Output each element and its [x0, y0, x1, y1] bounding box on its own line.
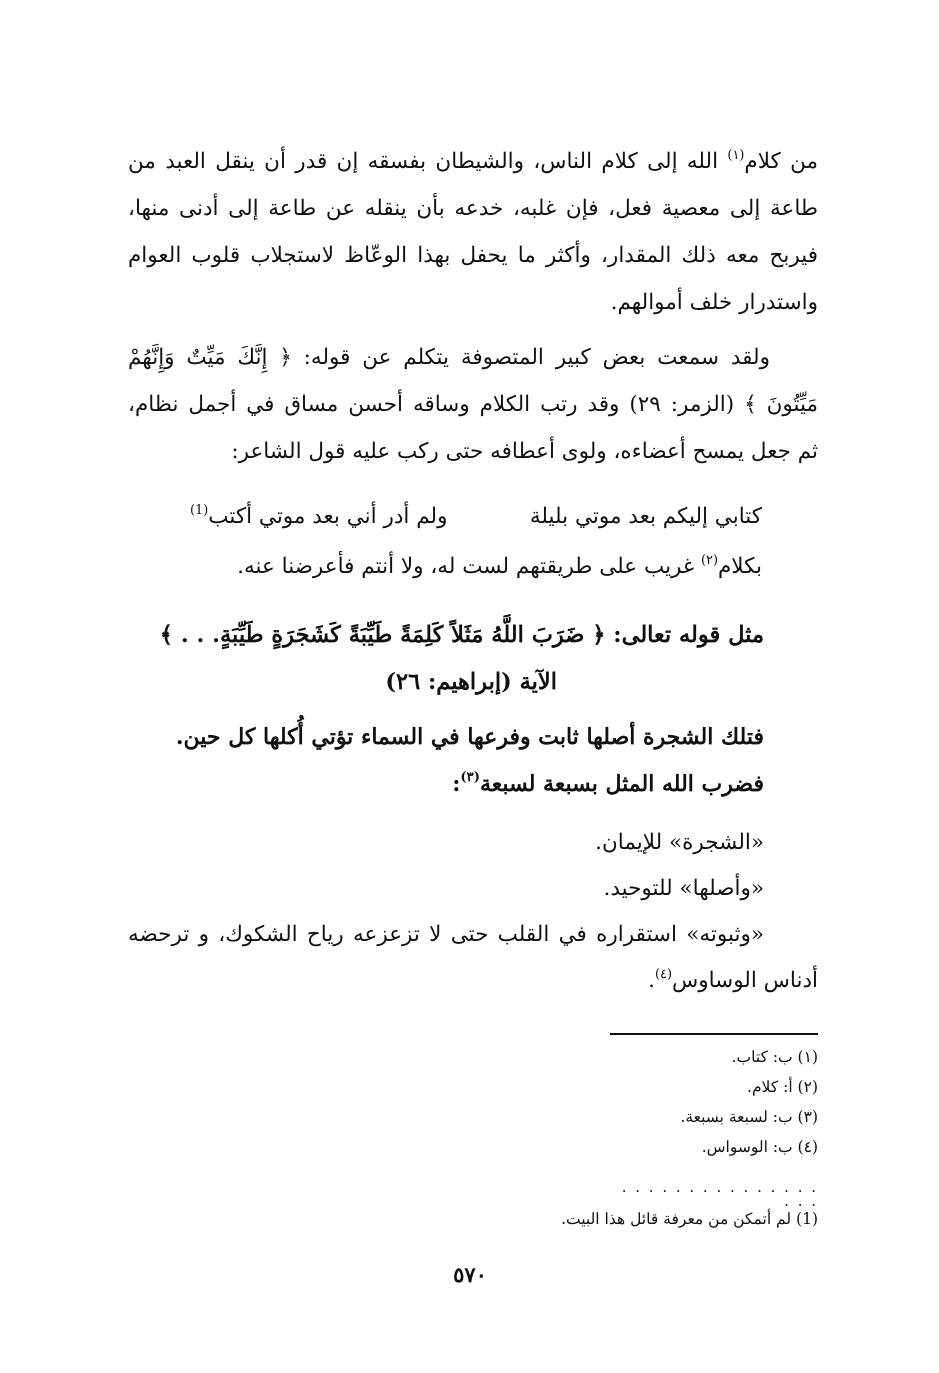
text-line: واستدرار خلف أموالهم.	[610, 290, 818, 315]
paragraph-2	[128, 334, 818, 475]
list-item: «وثبوته» استقراره في القلب حتى لا تزعزعه رياح الشكوك، و ترحضه	[128, 922, 764, 947]
verse-first-hemistich: كتابي إليكم بعد موتي بليلة	[529, 504, 762, 529]
heading-line: الآية (إبراهيم: ٢٦)	[385, 669, 557, 695]
footnote-ref: (١)	[727, 147, 745, 163]
section-heading	[128, 612, 764, 706]
text-line: فتلك الشجرة أصلها ثابت وفرعها في السماء تؤتي أُكلها كل حين.	[175, 724, 764, 750]
footnote-divider	[610, 1033, 818, 1035]
list-item: «الشجرة» للإيمان.	[595, 830, 764, 855]
footnote-ref: (٤)	[655, 966, 672, 982]
text-line	[190, 542, 762, 592]
text-span: من كلام	[744, 149, 818, 174]
text-line	[128, 138, 818, 185]
footnote: (٤) ب: الوسواس.	[701, 1138, 818, 1156]
list-item-continuation	[128, 958, 818, 1004]
text-span: :	[452, 771, 461, 797]
footnote: (٢) أ: كلام.	[747, 1078, 818, 1096]
paragraph-1	[128, 138, 818, 326]
footnote: (1) لم أتمكن من معرفة قائل هذا البيت.	[561, 1210, 818, 1228]
text-line: ولقد سمعت بعض كبير المتصوفة يتكلم عن قوله: ﴿ إِنَّكَ مَيِّتٌ وَإِنَّهُمْ	[128, 345, 770, 370]
footnote-ref: (٣)	[460, 770, 481, 786]
paragraph-3	[128, 714, 764, 808]
dotted-separator: . . . . . . . . . . . . . . . . . .	[621, 1180, 818, 1208]
poem	[190, 492, 762, 592]
text-line: فيربح معه ذلك المقدار، وأكثر ما يحفل بهذا الوعّاظ لاستجلاب قلوب العوام	[128, 243, 818, 268]
footnote: (٣) ب: لسبعة بسبعة.	[680, 1108, 818, 1126]
text-line: طاعة إلى معصية فعل، فإن غلبه، خدعه بأن ينقله عن طاعة إلى أدنى منها،	[128, 196, 818, 221]
text-span: الله إلى كلام الناس، والشيطان بفسقه إن قدر أن ينقل العبد من	[128, 149, 728, 174]
symbol-list	[128, 820, 818, 1004]
footnote-ref: (٢)	[701, 552, 718, 568]
text-line: مَيِّتُونَ ﴾ (الزمر: ٢٩) وقد رتب الكلام وساقه أحسن مساق في أجمل نظام،	[128, 392, 818, 417]
footnotes	[560, 1042, 818, 1162]
page-number: ٥٧٠	[453, 1262, 487, 1287]
verse-1	[190, 492, 762, 542]
text-span: .	[648, 968, 655, 993]
footnote-ref: (1)	[190, 502, 209, 518]
text-line: ثم جعل يمسح أعضاءه، ولوى أعطافه حتى ركب عليه قول الشاعر:	[231, 439, 818, 464]
list-item: «وأصلها» للتوحيد.	[603, 876, 764, 901]
editor-footnote	[480, 1204, 818, 1234]
text-span: ولم أدر أني بعد موتي أكتب	[208, 504, 448, 529]
text-line	[128, 761, 764, 808]
text-span: غريب على طريقتهم لست له، ولا أنتم فأعرضنا عنه.	[237, 554, 701, 579]
text-span: بكلام	[718, 554, 762, 579]
text-span: فضرب الله المثل بسبعة لسبعة	[480, 771, 764, 797]
verse-second-hemistich	[190, 492, 447, 542]
heading-line: مثل قوله تعالى: ﴿ ضَرَبَ اللَّهُ مَثَلاً كَلِمَةً طَيِّبَةً كَشَجَرَةٍ طَيِّبَةٍ. . . ﴾	[159, 622, 764, 648]
footnote: (١) ب: كتاب.	[731, 1048, 818, 1066]
text-span: أدناس الوساوس	[672, 968, 818, 993]
